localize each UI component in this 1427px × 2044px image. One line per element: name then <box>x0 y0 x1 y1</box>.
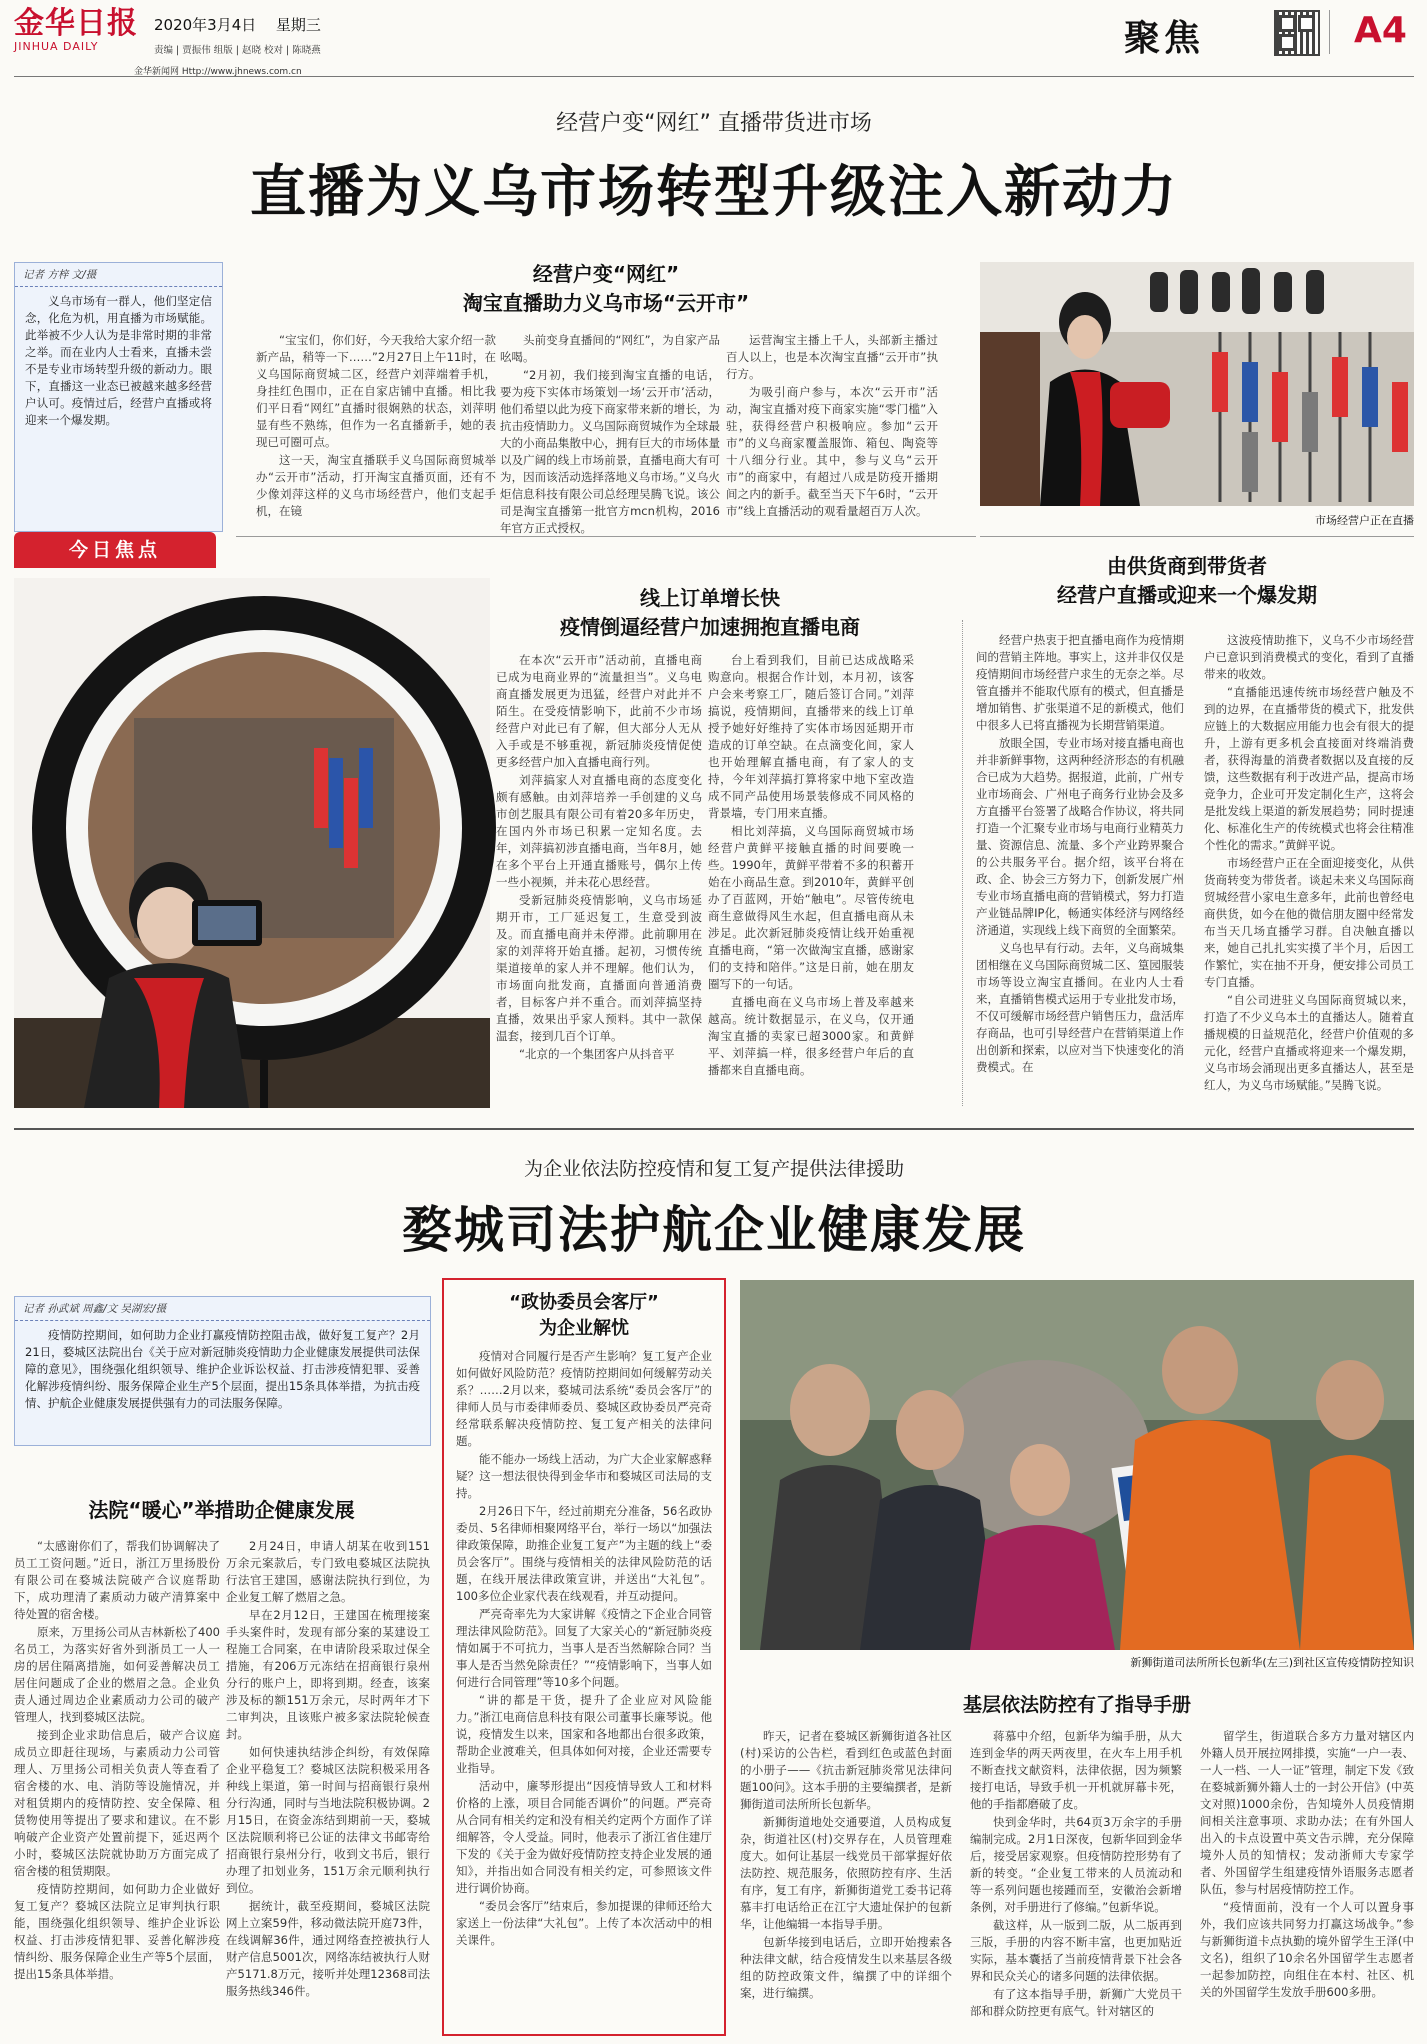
sec1-col2: 头前变身直播间的“网红”，为自家产品吆喝。 “2月初，我们接到淘宝直播的电话，要为疫下实体市场策划一场‘云开市’活动，他们希望以此为疫下商家带来新的增长，为抗击疫情助力。义乌国际商贸城作为全球最大的小商品集散中心，拥有巨大的市场体量以及广阔的线上市场前景，直播电商大有可为，因而该活动选择落地义乌市场。”义乌火炬信息科技有限公司总经理吴腾飞说。该公司是淘宝直播第一批官方mcn机构，2016年官方正式授权。 <box>500 333 720 535</box>
photo-legal-handbook <box>740 1280 1414 1650</box>
grass-col2: 蒋慕中介绍，包新华为编手册，从大连到金华的两天两夜里，在火车上用手机不断查找文献资料，法律依据，因为频繁接打电话，导致手机一开机就屏幕卡死，他的手指都磨破了皮。 快到金华时，共64页3万余字的手册编制完成。2月1日深夜，包新华回到金华后，接受居家观察。但疫情防控形势有了新的转变。“企业复工带来的人员流动和等一系列问题也接踵而至，安徽治会新增条例，对手册进行了修编。”包新华说。 截这样，从一版到二版，从二版再到三版，手册的内容不断丰富，也更加贴近实际，基本囊括了当前疫情背景下社会各界和民众关心的诸多问题的法律依据。 有了这本指导手册，新狮广大党员干部和群众防控更有底气。针对辖区的 <box>970 1729 1182 2018</box>
court-col1: “太感谢你们了，帮我们协调解决了员工工资问题。”近日，浙江万里扬股份有限公司在婺城法院破产合议庭帮助下，成功理清了素质动力破产清算案中待处置的宿舍楼。 原来，万里扬公司从吉林新松了400名员工，为落实好省外到浙员工一人一房的居住隔离措施，如何妥善解决员工居住问题成了企业的燃眉之急。企业负责人通过周边企业素质动力公司的破产管理人，找到婺城区法院。 接到企业求助信息后，破产合议庭成员立即赶往现场，与素质动力公司管理人、万里扬公司相关负责人等查看了宿舍楼的水、电、消防等设施情况，并对租赁期内的疫情防控、安全保障、租赁物使用等提出了要求和建议。在不影响破产企业资产处置前提下，延迟两个小时，婺城区法院就协助万方面完成了宿舍楼的租赁期限。 疫情防控期间，如何助力企业做好复工复产？婺城区法院立足审判执行职能，围绕强化组织领导、维护企业诉讼权益、打击涉疫情犯罪、妥善化解涉疫情纠纷、服务保障企业生产等5个层面，提出15条具体举措。 <box>14 1539 220 1981</box>
sec1-col1: “宝宝们，你们好，今天我给大家介绍一款新产品，稍等一下……”2月27日上午11时，在义乌国际商贸城二区，经营户刘萍端着手机，身挂红色围巾，正在自家店铺中直播。相比我们平日看“网红”直播时很娴熟的状态，刘萍明显有些不熟练，但作为一名直播新手，她的表现已可圈可点。 这一天，淘宝直播联手义乌国际商贸城举办“云开市”活动，打开淘宝直播页面，还有不少像刘萍这样的义乌市场经营户，他们支起手机，在镜 <box>256 333 496 518</box>
cppcc-title: “政协委员会客厅” <box>509 1292 659 1313</box>
photo1-caption: 市场经营户正在直播 <box>1315 514 1414 527</box>
issue-weekday: 星期三 <box>275 16 321 34</box>
page-number: A4 <box>1354 10 1407 51</box>
photo-market-livestream <box>980 262 1414 506</box>
story2-intro-box <box>14 1296 431 1446</box>
intro-text: 义乌市场有一群人，他们坚定信念，化危为机，用直播为市场赋能。此举被不少人认为是非常时期的非常之举。而在业内人士看来，直播未尝不是专业市场转型升级的新动力。眼下，直播这一业态已被越来越多经营户认可。疫情过后，经营户直播或将迎来一个爆发期。 <box>25 294 212 427</box>
story1-kicker: 经营户变“网红” 直播带货进市场 <box>556 111 872 136</box>
grassroots-title: 基层依法防控有了指导手册 <box>962 1694 1191 1716</box>
legal-handbook-illustration <box>740 1280 1414 1650</box>
sec3-col2: 这波疫情助推下，义乌不少市场经营户已意识到消费模式的变化，看到了直播带来的收效。 “直播能迅速传统市场经营户触及不到的边界，在直播带货的模式下，批发供应链上的大数据应用能力也会有很大的提升，上游有更多机会直接面对终端消费者，获得海量的消费者数据以及直接的反馈，这些数据有利于改进产品，提高市场竞争力，企业可开发定制化生产，这将会是批发线上渠道的新发展趋势；同时提速化、标准化生产的传统模式也将会往精准个性化的需求。”黄鲜平说。 市场经营户正在全面迎接变化，从供货商转变为带货者。谈起未来义乌国际商贸城经营小家电生意多年，此前也曾经电商供货，如今在他的微信朋友圈中经常发布当天几场直播学习群。自决触直播以来，她自己扎扎实实摸了半个月，后因工作繁忙，实在抽不开身，便安排公司员工专门直播。 “自公司进驻义乌国际商贸城以来，打造了不少义乌本土的直播达人。随着直播规模的日益规范化，经营户价值观的多元化，经营户直播或将迎来一个爆发期，义乌市场会涌现出更多直播达人，甚至是红人，为义乌市场赋能。”吴腾飞说。 <box>1204 633 1414 1092</box>
sec3-col1: 经营户热衷于把直播电商作为疫情期间的营销主阵地。事实上，这并非仅仅是疫情期间市场经营户求生的无奈之举。尽管直播并不能取代原有的模式，但直播是增加销售、扩张渠道不足的新模式，他们中很多人已将直播视为长期营销渠道。 放眼全国，专业市场对接直播电商也并非新鲜事物，这两种经济形态的有机融合已成为大趋势。据报道，此前，广州专业市场商会、广州电子商务行业协会及多方直播平台签署了战略合作协议，将共同打造一个汇聚专业市场与电商行业精英力量、资源信息、流量、多个产业跨界聚合的公共服务平台。据介绍，该平台将在政、企、协会三方努力下，创新发展广州专业市场直播电商的营销模式，努力打造产业链品牌IP化，畅通实体经济与网络经济通道，实现线上线下商贸的全面繁荣。 义乌也早有行动。去年，义乌商城集团相继在义乌国际商贸城二区、篁园服装市场等设立淘宝直播间。在业内人士看来，直播销售模式运用于专业批发市场，不仅可缓解市场经营户销售压力，盘活库存商品，也可引导经营户在营销渠道上作出创新和探索，以应对当下快速变化的消费模式。在 <box>976 633 1184 1074</box>
grass-col3: 留学生，街道联合多方力量对辖区内外籍人员开展拉网排摸，实施“一户一表、一人一档、一人一证”管理，制定下发《致在婺城新狮外籍人士的一封公开信》(中英文对照)1000余份，告知境外人员疫情期间相关注意事项、求助办法；在有外国人出入的卡点设置中英文告示牌，充分保障境外人员的知情权；发动浙师大专家学者、外国留学生组建疫情外语服务志愿者队伍，参与村居疫情防控工作。 “疫情面前，没有一个人可以置身事外，我们应该共同努力打赢这场战争。”参与新狮街道卡点执勤的境外留学生王泽(中文名)，组织了10余名外国留学生志愿者一起参加防控，向组住在本村、社区、机关的外国留学生发放手册600多册。 <box>1200 1729 1414 1999</box>
masthead <box>14 6 1414 76</box>
story1-intro-box <box>14 262 223 532</box>
byline: 记者 孙武斌 周鑫/文 吴湖宏/摄 <box>15 1297 430 1321</box>
masthead-rule <box>14 76 1414 77</box>
photo-ring-light-livestream <box>14 578 490 1108</box>
issue-date: 2020年3月4日 <box>154 16 257 34</box>
sec1-col3: 运营淘宝主播上千人，头部新主播过百人以上，也是本次淘宝直播“云开市”执行方。 为吸引商户参与，本次“云开市”活动，淘宝直播对疫下商家实施“零门槛”入驻，获得经营户积极响应。参加“云开市”的义乌商家覆盖服饰、箱包、陶瓷等十八细分行业。其中，参与义乌“云开市”的商家中，有超过八成是防疫开播期间之内的新手。截至当天下午6时，“云开市”线上直播活动的观看量超百万人次。 <box>726 333 938 518</box>
court-col2: 2月24日，申请人胡某在收到151万余元案款后，专门致电婺城区法院执行法官王建国，感谢法院执行到位，为企业复工解了燃眉之急。 早在2月12日，王建国在梳理接案手头案件时，发现有部分案的某建设工程施工合同案，在申请阶段采取过保全措施，有206万元冻结在招商银行泉州分行的账户上，即将到期。经查，该案涉及标的额151万余元，尽时两年才下二审判决，且该账户被多家法院轮候查封。 如何快速执结涉企纠纷，有效保障企业平稳复工？婺城区法院积极采用各种线上渠道，第一时间与招商银行泉州分行沟通，同时与当地法院积极协调。2月15日，在资金冻结到期前一天，婺城区法院顺利将已公证的法律文书邮寄给招商银行泉州分行，收到文书后，银行办理了扣划业务，151万余元顺利执行到位。 据统计，截至疫期间，婺城区法院网上立案59件，移动微法院开庭73件，在线调解36件，通过网络查控被执行人财产信息5001次，网络冻结被执行人财产5171.8万元，接听并处理12368司法服务热线346件。 <box>226 1539 430 1998</box>
story1-headline: 直播为义乌市场转型升级注入新动力 <box>250 160 1178 225</box>
website-line: 金华新闻网 Http://www.jhnews.com.cn <box>134 67 302 77</box>
story-divider <box>14 1128 1414 1130</box>
livestream-shop-illustration <box>980 262 1414 506</box>
court-title: 法院“暖心”举措助企健康发展 <box>88 1498 355 1522</box>
sec2-col1: 在本次“云开市”活动前，直播电商已成为电商业界的“流量担当”。义乌电商直播发展更为迅猛，经营户对此并不陌生。在受疫情影响下，此前不少市场经营户对此已有了解，但大部分人无从入手或是不够重视，新冠肺炎疫情促使更多经营户加入直播电商行列。 刘萍搞家人对直播电商的态度变化颇有感触。由刘萍培养一手创建的义乌市创艺服具有限公司有着20多年历史，在国内外市场已积累一定知名度。去年，刘萍搞初涉直播电商，当年8月，她在多个平台上开通直播账号，偶尔上传一些小视频，并未花心思经营。 受新冠肺炎疫情影响，义乌市场延期开市，工厂延迟复工，生意受到波及。而直播电商并未停滞。此前聊用在家的刘萍将开始直播。起初，习惯传统渠道接单的家人并不理解。他们认为，市场面向批发商，直播面向普通消费者，目标客户并不重合。而刘萍搞坚持直播，效果出乎家人预料。其中一款保温套，接到几百个订单。 “北京的一个集团客户从抖音平 <box>496 653 702 1061</box>
qr-code-icon <box>1274 10 1320 56</box>
section-name: 聚焦 <box>1124 18 1205 59</box>
byline: 记者 方梓 文/摄 <box>15 263 222 287</box>
intro-text: 疫情防控期间，如何助力企业打赢疫情防控阻击战，做好复工复产？2月21日，婺城区法院出台《关于应对新冠肺炎疫情助力企业健康发展提供司法保障的意见》，围绕强化组织领导、维护企业诉讼权益、打击涉疫情犯罪、妥善化解涉疫情纠纷、服务保障企业生产5个层面，提出15条具体举措，为抗击疫情、护航企业健康发展提供强有力的司法服务保障。 <box>25 1328 420 1410</box>
ring-light-illustration <box>14 578 490 1108</box>
story2-kicker: 为企业依法防控疫情和复工复产提供法律援助 <box>523 1158 904 1180</box>
sec3-title: 由供货商到带货者 经营户直播或迎来一个爆发期 <box>1057 554 1317 607</box>
sec1-title: 经营户变“网红” 淘宝直播助力义乌市场“云开市” <box>462 262 750 315</box>
sec2-col2: 台上看到我们，目前已达成战略采购意向。根据合作计划，本月初，该客户会来考察工厂，随后签订合同。”刘萍搞说，疫情期间，直播带来的线上订单授予她好好维持了实体市场因延期开市造成的订单空缺。在点滴变化间，家人也开始理解直播电商，有了家人的支持，今年刘萍搞打算将家中地下室改造成不同产品使用场景装修成不同风格的背景墙，专门用来直播。 相比刘萍搞，义乌国际商贸城市场经营户黄鲜平接触直播的时间要晚一些。1990年，黄鲜平带着不多的积蓄开始在小商品生意。到2010年，黄鲜平创办了百蓝网，开始“触电”。尽管传统电商生意做得风生水起，但直播电商从未涉足。此次新冠肺炎疫情让线开始重视直播电商，“第一次做淘宝直播，感谢家们的支持和陪伴。”这是日前，她在朋友圈写下的一句话。 直播电商在义乌市场上普及率越来越高。统计数据显示，在义乌，仅开通淘宝直播的卖家已超3000家。和黄鲜平、刘萍搞一样，很多经营户年后的直播都来自直播电商。 <box>708 653 914 1077</box>
editors-line: 责编 | 贾振伟 组版 | 赵晓 校对 | 陈晓燕 <box>154 45 321 56</box>
photo2-caption: 新狮街道司法所所长包新华(左三)到社区宣传疫情防控知识 <box>1130 1656 1414 1669</box>
header-divider <box>1329 10 1330 54</box>
cppcc-box: “政协委员会客厅” 为企业解忧 疫情对合同履行是否产生影响？复工复产企业如何做好风险防范？疫情防控期间如何缓解劳动关系？……2月以来，婺城司法系统“委员会客厅”的律师人员与市委律师委员、婺城区政协委员严亮奇经常联系解决疫情防控、复工复产相关的法律问题。 能不能办一场线上活动，为广大企业家解惑释疑？这一想法很快得到金华市和婺城区司法局的支持。 2月26日下午，经过前期充分准备，56名政协委员、5名律师相聚网络平台，举行一场以“加强法律政策保障，助推企业复工复产”为主题的线上“委员会客厅”。围绕与疫情相关的法律风险防范的话题，在线开展法律政策宣讲，并送出“大礼包”。100多位企业家代表在线观看，并互动提问。 严亮奇率先为大家讲解《疫情之下企业合同管理法律风险防范》。回复了大家关心的“新冠肺炎疫情如属于不可抗力，当事人是否当然解除合同？当事人是否当然免除责任？”“疫情影响下，当事人如何进行合同管理”等10多个问题。 “讲的都是干货，提升了企业应对风险能力。”浙江电商信息科技有限公司董事长廉琴说。他说，疫情发生以来，国家和各地都出台很多政策，帮助企业渡难关，但具体如何对接，企业还需要专业指导。 活动中，廉琴形提出“因疫情导致人工和材料价格的上涨，项目合同能否调价”的问题。严亮奇从合同有相关约定和没有相关约定两个方面作了详细解答，令人受益。同时，他表示了浙江省住建厅下发的《关于金为做好疫情防控支持企业发展的通知》，并指出如合同没有相关约定，可参照该文件进行调价协商。 “委员会客厅”结束后，参加提课的律师还给大家送上一份法律“大礼包”。上传了本次活动中的相关课件。 <box>442 1278 726 2036</box>
today-focus-tag: 今日焦点 <box>14 532 216 568</box>
story2-headline: 婺城司法护航企业健康发展 <box>402 1201 1026 1259</box>
sec2-title: 线上订单增长快 疫情倒逼经营户加速拥抱直播电商 <box>560 586 860 639</box>
grass-col1: 昨天，记者在婺城区新狮街道各社区(村)采访的公告栏，看到红色或蓝色封面的小册子——《抗击新冠肺炎常见法律问题100问》。这本手册的主要编撰者，是新狮街道司法所所长包新华。 新狮街道地处交通要道，人员构成复杂，街道社区(村)交界存在，人员管理难度大。如何让基层一线党员干部掌握好依法防控、规范服务，依照防控有序、生活有序，复工有序，新狮街道党工委书记蒋慕丰打电话给正在江宁大遗址保护的包新华，让他编辑一本指导手册。 包新华接到电话后，立即开始搜索各种法律文献，结合疫情发生以来基层各级组的防控政策文件，编撰了中的详细个案，进行编撰。 <box>740 1729 952 2000</box>
cppcc-body: 疫情对合同履行是否产生影响？复工复产企业如何做好风险防范？疫情防控期间如何缓解劳动关系？……2月以来，婺城司法系统“委员会客厅”的律师人员与市委律师委员、婺城区政协委员严亮奇经常联系解决疫情防控、复工复产相关的法律问题。 能不能办一场线上活动，为广大企业家解惑释疑？这一想法很快得到金华市和婺城区司法局的支持。 2月26日下午，经过前期充分准备，56名政协委员、5名律师相聚网络平台，举行一场以“加强法律政策保障，助推企业复工复产”为主题的线上“委员会客厅”。围绕与疫情相关的法律风险防范的话题，在线开展法律政策宣讲，并送出“大礼包”。100多位企业家代表在线观看，并互动提问。 严亮奇率先为大家讲解《疫情之下企业合同管理法律风险防范》。回复了大家关心的“新冠肺炎疫情如属于不可抗力，当事人是否当然解除合同？当事人是否当然免除责任？”“疫情影响下，当事人如何进行合同管理”等10多个问题。 “讲的都是干货，提升了企业应对风险能力。”浙江电商信息科技有限公司董事长廉琴说。他说，疫情发生以来，国家和各地都出台很多政策，帮助企业渡难关，但具体如何对接，企业还需要专业指导。 活动中，廉琴形提出“因疫情导致人工和材料价格的上涨，项目合同能否调价”的问题。严亮奇从合同有相关约定和没有相关约定两个方面作了详细解答，令人受益。同时，他表示了浙江省住建厅下发的《关于金为做好疫情防控支持企业发展的通知》，并指出如合同没有相关约定，可参照该文件进行调价协商。 “委员会客厅”结束后，参加提课的律师还给大家送上一份法律“大礼包”。上传了本次活动中的相关课件。 <box>456 1349 712 1947</box>
newspaper-logo: 金华日报 JINHUA DAILY <box>14 6 138 53</box>
